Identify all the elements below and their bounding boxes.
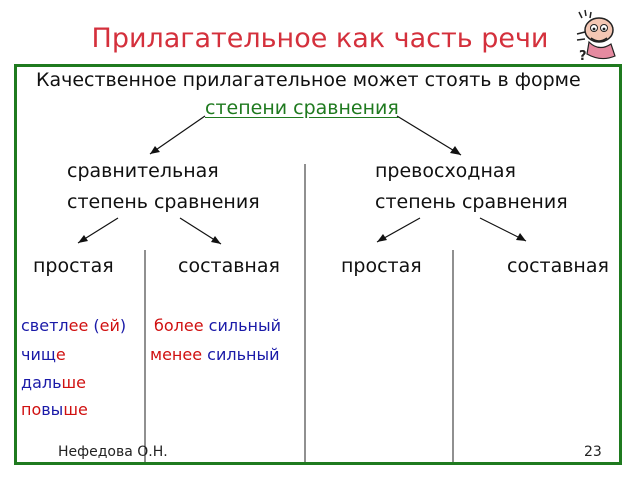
example-part: светл: [21, 316, 69, 335]
example-simple-1: [21, 316, 126, 335]
example-part: е: [55, 345, 66, 364]
arrow-root-to-superlative: [397, 116, 461, 155]
author-footer: Нефедова О.Н.: [58, 444, 168, 460]
example-part: ше: [61, 373, 87, 392]
arrowhead-superlative: [450, 146, 461, 155]
page-number: 23: [584, 444, 602, 460]
example-part: ше: [63, 400, 88, 419]
example-part: более: [154, 316, 204, 335]
example-part: менее: [150, 345, 203, 364]
example-part: (: [88, 316, 100, 335]
arrowhead-comparative-compound: [211, 236, 221, 244]
example-part: вы: [41, 400, 64, 419]
intro-text: Качественное прилагательное может стоять в форме: [36, 69, 581, 91]
arrow-root-to-comparative: [150, 116, 205, 154]
comparative-simple-label: простая: [33, 255, 114, 277]
example-compound-1: [154, 316, 281, 335]
comparative-compound-label: составная: [178, 255, 280, 277]
superlative-simple-label: простая: [341, 255, 422, 277]
example-part: сильный: [202, 345, 280, 364]
svg-text:?: ?: [579, 49, 587, 64]
example-part: по: [21, 400, 42, 419]
example-part: ей: [99, 316, 120, 335]
superlative-compound-label: составная: [507, 255, 609, 277]
example-compound-2: [150, 345, 280, 364]
example-simple-4: [21, 400, 88, 419]
arrowhead-comparative: [150, 146, 160, 154]
root-node: степени сравнения: [205, 97, 399, 119]
comparative-title: сравнительная: [67, 160, 219, 182]
example-part: чищ: [21, 345, 56, 364]
example-simple-2: [21, 345, 66, 364]
arrowhead-superlative-simple: [377, 234, 387, 242]
superlative-subtitle: степень сравнения: [375, 191, 568, 213]
comparative-subtitle: степень сравнения: [67, 191, 260, 213]
arrowhead-comparative-simple: [78, 235, 88, 243]
slide-title: Прилагательное как часть речи: [91, 23, 549, 54]
example-simple-3: [21, 373, 86, 392]
example-part: ее: [68, 316, 89, 335]
example-part: даль: [21, 373, 62, 392]
example-part: сильный: [203, 316, 282, 335]
example-part: ): [119, 316, 127, 335]
superlative-title: превосходная: [375, 160, 516, 182]
